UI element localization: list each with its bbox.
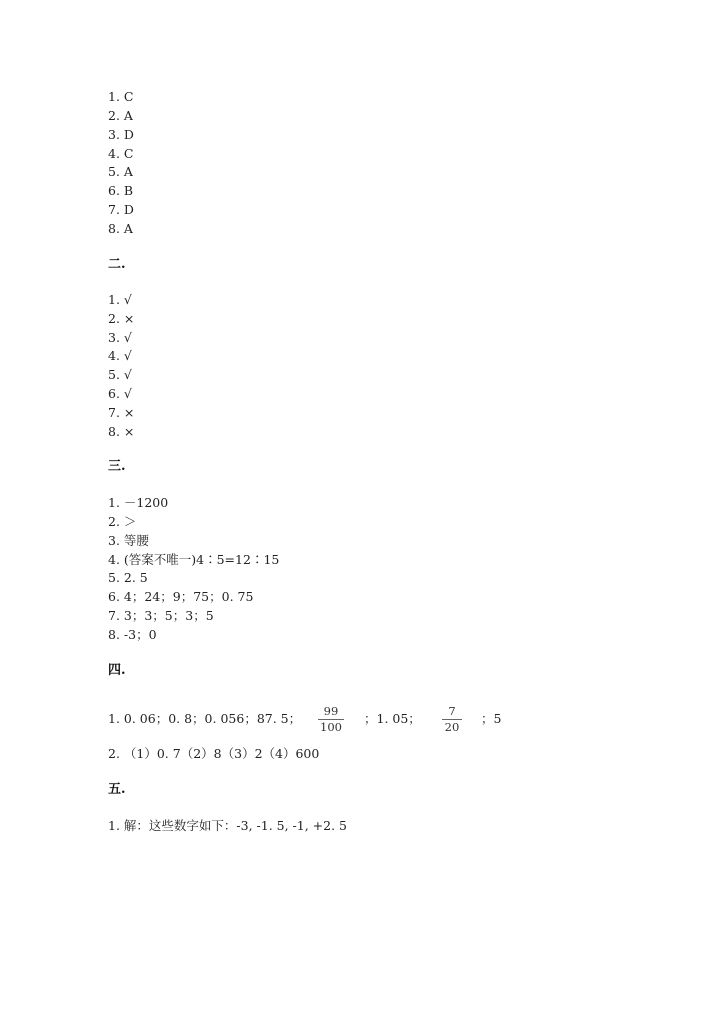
answer-4-2: 2. （1）0. 7（2）8（3）2（4）600 bbox=[108, 746, 320, 761]
answer-1-7: 7. D bbox=[108, 202, 134, 217]
answer-1-2: 2. A bbox=[108, 108, 133, 123]
answer-4-1-prefix: 1. 0. 06；0. 8；0. 056；87. 5； bbox=[108, 711, 302, 726]
section-2-heading: 二. bbox=[108, 257, 126, 272]
section-3-heading: 三. bbox=[108, 459, 126, 474]
answer-2-2: 2. × bbox=[108, 311, 135, 326]
answer-2-4: 4. √ bbox=[108, 348, 132, 363]
fraction-denominator: 100 bbox=[320, 720, 342, 734]
fraction-denominator: 20 bbox=[444, 720, 460, 734]
answer-3-8: 8. -3；0 bbox=[108, 627, 157, 642]
answer-1-6: 6. B bbox=[108, 183, 134, 198]
answer-4-1-suffix: ；5 bbox=[481, 711, 502, 726]
answer-2-7: 7. × bbox=[108, 405, 135, 420]
section-4-heading: 四. bbox=[108, 663, 126, 678]
answer-4-1-middle: ；1. 05； bbox=[364, 711, 421, 726]
answer-2-5: 5. √ bbox=[108, 367, 132, 382]
answer-1-4: 4. C bbox=[108, 146, 134, 161]
answer-3-5: 5. 2. 5 bbox=[108, 570, 148, 585]
fraction-7-over-20 bbox=[442, 705, 462, 734]
answer-2-8: 8. × bbox=[108, 424, 135, 439]
fraction-numerator: 99 bbox=[323, 704, 339, 718]
answer-3-6: 6. 4；24；9；75；0. 75 bbox=[108, 589, 254, 604]
answer-1-3: 3. D bbox=[108, 127, 134, 142]
answer-1-8: 8. A bbox=[108, 221, 133, 236]
answer-1-1: 1. C bbox=[108, 89, 134, 104]
fraction-numerator: 7 bbox=[448, 704, 456, 718]
answer-3-1: 1. －1200 bbox=[108, 495, 169, 510]
answer-3-2: 2. ＞ bbox=[108, 514, 137, 529]
answer-2-6: 6. √ bbox=[108, 386, 132, 401]
answer-2-3: 3. √ bbox=[108, 330, 132, 345]
answer-3-4: 4. (答案不唯一)4∶5=12∶15 bbox=[108, 552, 280, 567]
fraction-99-over-100 bbox=[318, 705, 344, 734]
answer-1-5: 5. A bbox=[108, 164, 133, 179]
answer-5-1: 1. 解：这些数字如下：-3, -1. 5, -1, +2. 5 bbox=[108, 818, 347, 833]
section-5-heading: 五. bbox=[108, 782, 126, 797]
answer-3-3: 3. 等腰 bbox=[108, 533, 149, 548]
answer-3-7: 7. 3；3；5；3；5 bbox=[108, 608, 214, 623]
answer-2-1: 1. √ bbox=[108, 292, 132, 307]
